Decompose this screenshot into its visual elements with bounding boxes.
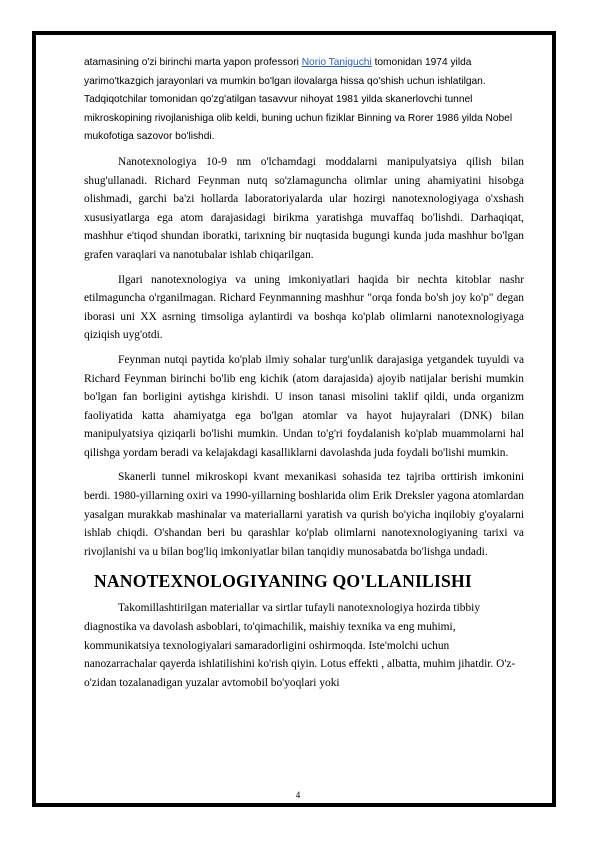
paragraph-feynman-speech: Feynman nutqi paytida ko'plab ilmiy sohalar turg'unlik darajasiga yetgandek tuyuldi va Richard Feynman birinchi bo'lib eng kichik (atom darajasida) ajoyib natijalar berishi mumkin bo'lgan fan borligini aytishga kirishdi. U inson tanasi misolini taklif qildi, unda organizm faoliyatida katta ahamiyatga ega bo'lgan atomlar va hayot hujayralari (DNK) bilan manipulyatsiya qiziqarli bo'lishi mumkin. Undan to'g'ri foydalanish ko'plab muammolarni hal qilishga yordam beradi va kelajakdagi kasalliklarni davolashda juda foydali bo'lishi mumkin. [84, 353, 524, 459]
document-body [84, 54, 524, 692]
page-number: 4 [295, 790, 301, 800]
paragraph-feynman-books: Ilgari nanotexnologiya va uning imkoniyatlari haqida bir nechta kitoblar nashr etilmaguncha o'rganilmagan. Richard Feynmanning mashhur "orqa fonda bo'sh joy ko'p" degan iborasi uni XX asrning timsoliga aylantirdi va boshqa ko'plab olimlarni nanotexnologiyaga qiziqish uyg'otdi. [84, 273, 524, 342]
intro-text-after: tomonidan 1974 yilda yarimo'tkazgich jarayonlari va mumkin bo'lgan ilovalarga hissa qo'shish uchun ishlatilgan. Tadqiqotchilar tomonidan qo'zg'atilgan tasavvur nihoyat 1981 yilda skanerlovchi tunnel mikroskopining rivojlanishiga olib keldi, buning uchun fiziklar Binning va Rorer 1986 yilda Nobel mukofotiga sazovor bo'lishdi. [84, 57, 513, 143]
intro-text-before: atamasining o'zi birinchi marta yapon professori [84, 57, 302, 68]
norio-taniguchi-link[interactable]: Norio Taniguchi [301, 57, 372, 68]
paragraph-nanotechnology-scale: Nanotexnologiya 10-9 nm o'lchamdagi moddalarni manipulyatsiya qilish bilan shug'ullanadi. Richard Feynman nutq so'zlamaguncha olimlar uning ahamiyatini hisobga olishmadi, garchi ba'zi hollarda laboratoriyalarda ular hozirgi nanotexnologiyaga o'xshash xususiyatlarga ega atom darajasidagi birikma yaratishga muvaffaq bo'lishdi. Darhaqiqat, mashhur e'tiqod shundan iboratki, tarixning bir nuqtasida bugungi kunda juda mashhur bo'lgan grafen varaqlari va nanotubalar ishlab chiqarilgan. [84, 155, 524, 261]
intro-paragraph [84, 54, 524, 147]
watermark-left-top: ​ [45, 173, 95, 209]
paragraph-applications: Takomillashtirilgan materiallar va sirtlar tufayli nanotexnologiya hozirda tibbiy diagnostika va davolash asboblari, to'qimachilik, maishiy texnika va eng muhimi, kommunikatsiya texnologiyalari samaradorligini oshirmoqda. Iste'molchi uchun nanozarrachalar qayerda ishlatilishini ko'rish qiyin. Lotus effekti , albatta, muhim jihatdir. O'z-o'zidan tozalanadigan yuzalar avtomobil bo'yoqlari yoki [84, 602, 516, 689]
section-heading: NANOTEXNOLOGIYANING QO'LLANILISHI [94, 571, 472, 592]
paragraph-tunnel-microscope: Skanerli tunnel mikroskopi kvant mexanikasi sohasida tez tajriba orttirish imkonini berdi. 1980-yillarning oxiri va 1990-yillarning boshlarida olim Erik Dreksler yagona atomlardan yasalgan murakkab mashinalar va materiallarni yaratish va qurish bo'yicha inqilobiy g'oyalarni ishlab chiqdi. O'shandan beri bu qarashlar ko'plab olimlarni nanotexnologiyaning tarixi va rivojlanishi va u bilan bog'liq imkoniyatlar bilan tanqidiy munosabatda bo'lishga undadi. [84, 471, 525, 558]
